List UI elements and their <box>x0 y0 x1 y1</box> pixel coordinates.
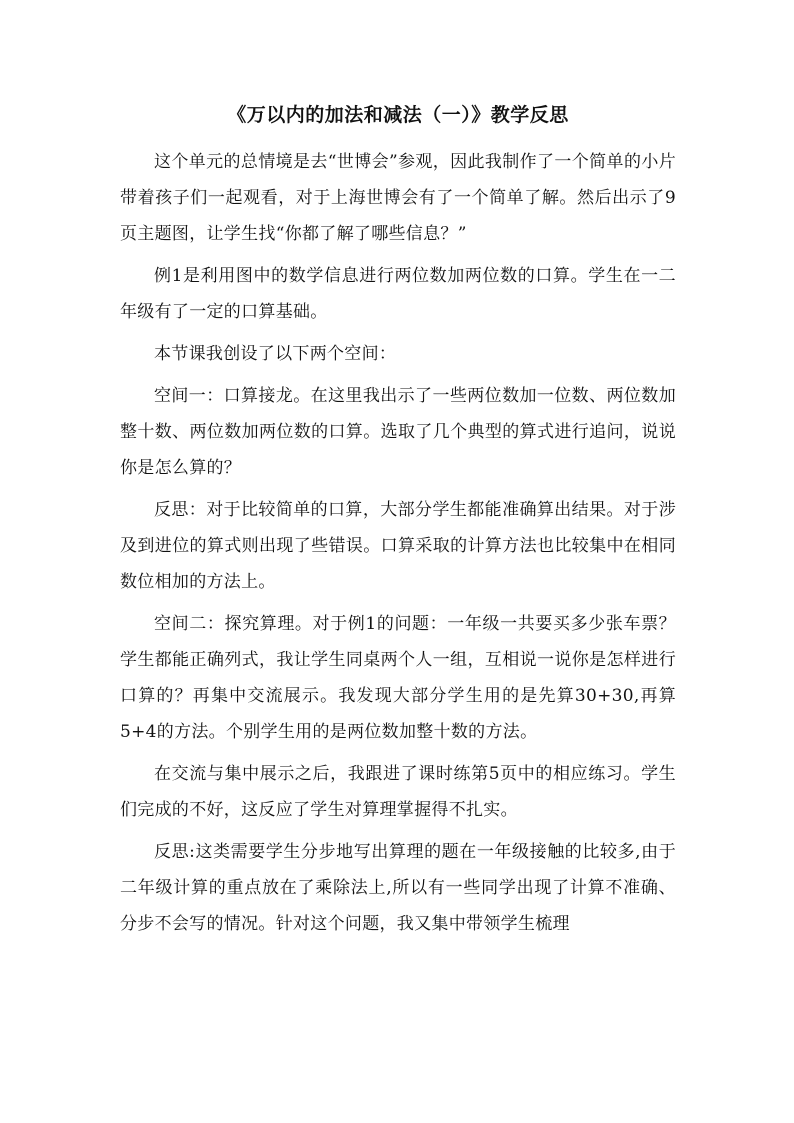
paragraph-exchange: 在交流与集中展示之后，我跟进了课时练第5页中的相应练习。学生们完成的不好，这反应了学生对算理掌握得不扎实。 <box>120 764 676 820</box>
paragraph-reflection-1: 反思：对于比较简单的口算，大部分学生都能准确算出结果。对于涉及到进位的算式则出现了些错误。口算采取的计算方法也比较集中在相同数位相加的方法上。 <box>120 500 676 592</box>
document-body <box>120 100 676 948</box>
document-title: 《万以内的加法和减法（一）》教学反思 <box>227 104 569 126</box>
paragraph-example-1: 例1是利用图中的数学信息进行两位数加两位数的口算。学生在一二年级有了一定的口算基础。 <box>120 266 676 322</box>
paragraph-two-spaces: 本节课我创设了以下两个空间： <box>154 344 397 364</box>
paragraph-reflection-2: 反思:这类需要学生分步地写出算理的题在一年级接触的比较多,由于二年级计算的重点放在了乘除法上,所以有一些同学出现了计算不准确、分步不会写的情况。针对这个问题，我又集中带领学生梳理 <box>120 842 676 934</box>
paragraph-intro: 这个单元的总情境是去“世博会”参观，因此我制作了一个简单的小片带着孩子们一起观看，对于上海世博会有了一个简单了解。然后出示了9页主题图，让学生找“你都了解了哪些信息？” <box>120 152 676 244</box>
paragraph-space-two: 空间二：探究算理。对于例1的问题：一年级一共要买多少张车票？学生都能正确列式，我让学生同桌两个人一组，互相说一说你是怎样进行口算的？再集中交流展示。我发现大部分学生用的是先算30+30,再算5+4的方法。个别学生用的是两位数加整十数的方法。 <box>120 614 676 742</box>
paragraph-space-one: 空间一：口算接龙。在这里我出示了一些两位数加一位数、两位数加整十数、两位数加两位数的口算。选取了几个典型的算式进行追问，说说你是怎么算的？ <box>120 386 676 478</box>
